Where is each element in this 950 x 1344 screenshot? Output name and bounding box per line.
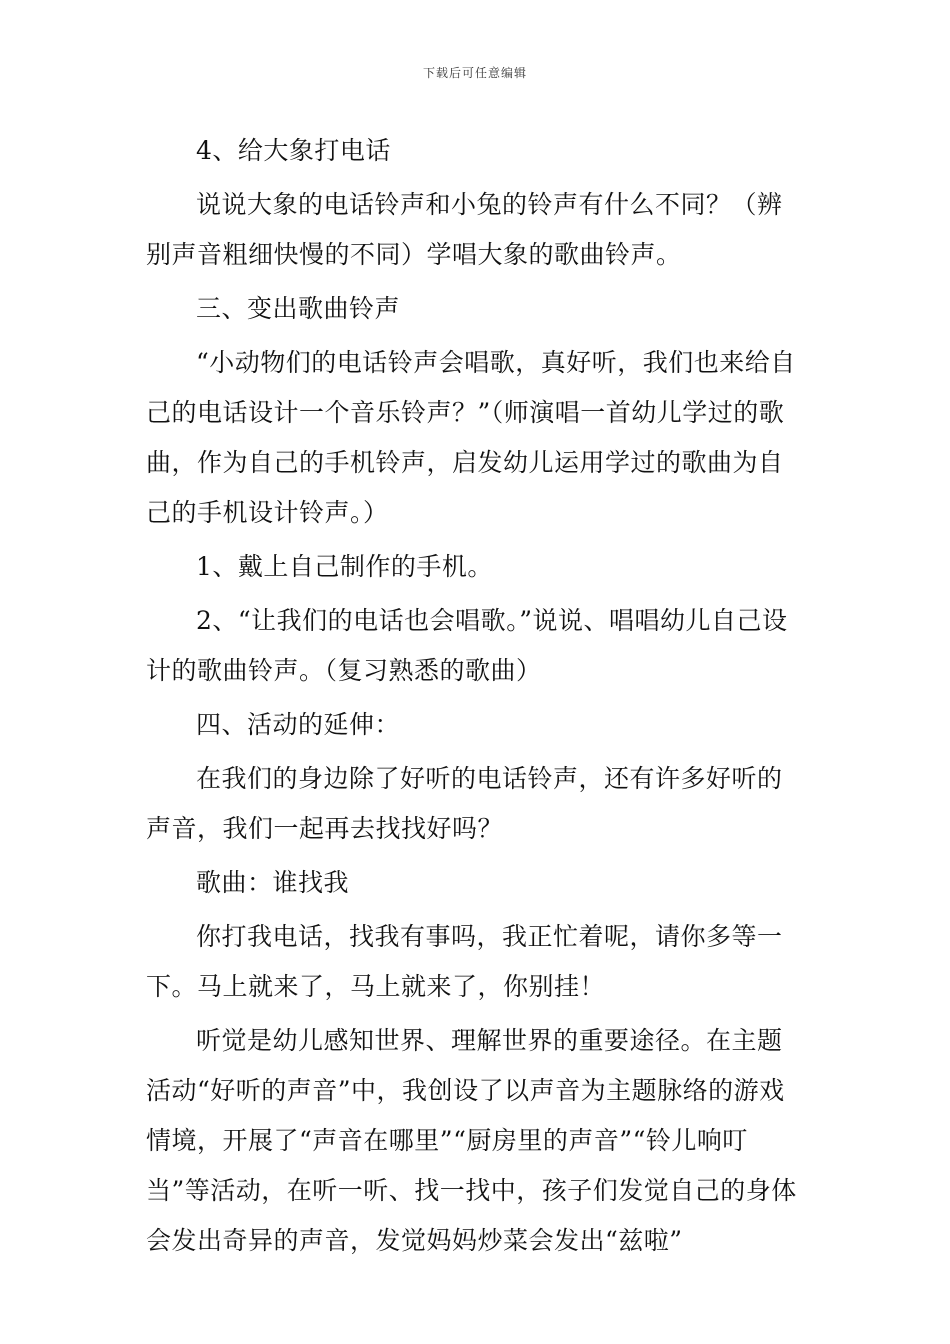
document-body [146, 126, 806, 1270]
page-header: 下载后可任意编辑 [422, 66, 527, 80]
paragraph-step-2: 2、“让我们的电话也会唱歌。”说说、唱唱幼儿自己设计的歌曲铃声。（复习熟悉的歌曲） [146, 606, 788, 685]
song-title: 歌曲：谁找我 [196, 868, 350, 897]
paragraph-reflection: 听觉是幼儿感知世界、理解世界的重要途径。在主题活动“好听的声音”中，我创设了以声音为主题脉络的游戏情境，开展了“声音在哪里”“厨房里的声音”“铃儿响叮当”等活动，在听一听、找一找中，孩子们发觉自己的身体会发出奇异的声音，发觉妈妈炒菜会发出“兹啦” [146, 1026, 797, 1255]
section-heading-call-elephant: 4、给大象打电话 [196, 136, 391, 165]
paragraph-step-1: 1、戴上自己制作的手机。 [196, 552, 493, 581]
paragraph-design-ringtone: “小动物们的电话铃声会唱歌，真好听，我们也来给自己的电话设计一个音乐铃声？”（师演唱一首幼儿学过的歌曲，作为自己的手机铃声，启发幼儿运用学过的歌曲为自己的手机设计铃声。） [146, 348, 796, 527]
paragraph-elephant-ringtone: 说说大象的电话铃声和小兔的铃声有什么不同？（辨别声音粗细快慢的不同）学唱大象的歌曲铃声。 [146, 190, 783, 269]
section-heading-song-ringtone: 三、变出歌曲铃声 [196, 294, 401, 323]
song-lyrics: 你打我电话，找我有事吗，我正忙着呢，请你多等一下。马上就来了，马上就来了，你别挂！ [146, 922, 783, 1001]
paragraph-find-sounds: 在我们的身边除了好听的电话铃声，还有许多好听的声音，我们一起再去找找好吗？ [146, 764, 783, 843]
section-heading-extension: 四、活动的延伸： [196, 710, 401, 739]
